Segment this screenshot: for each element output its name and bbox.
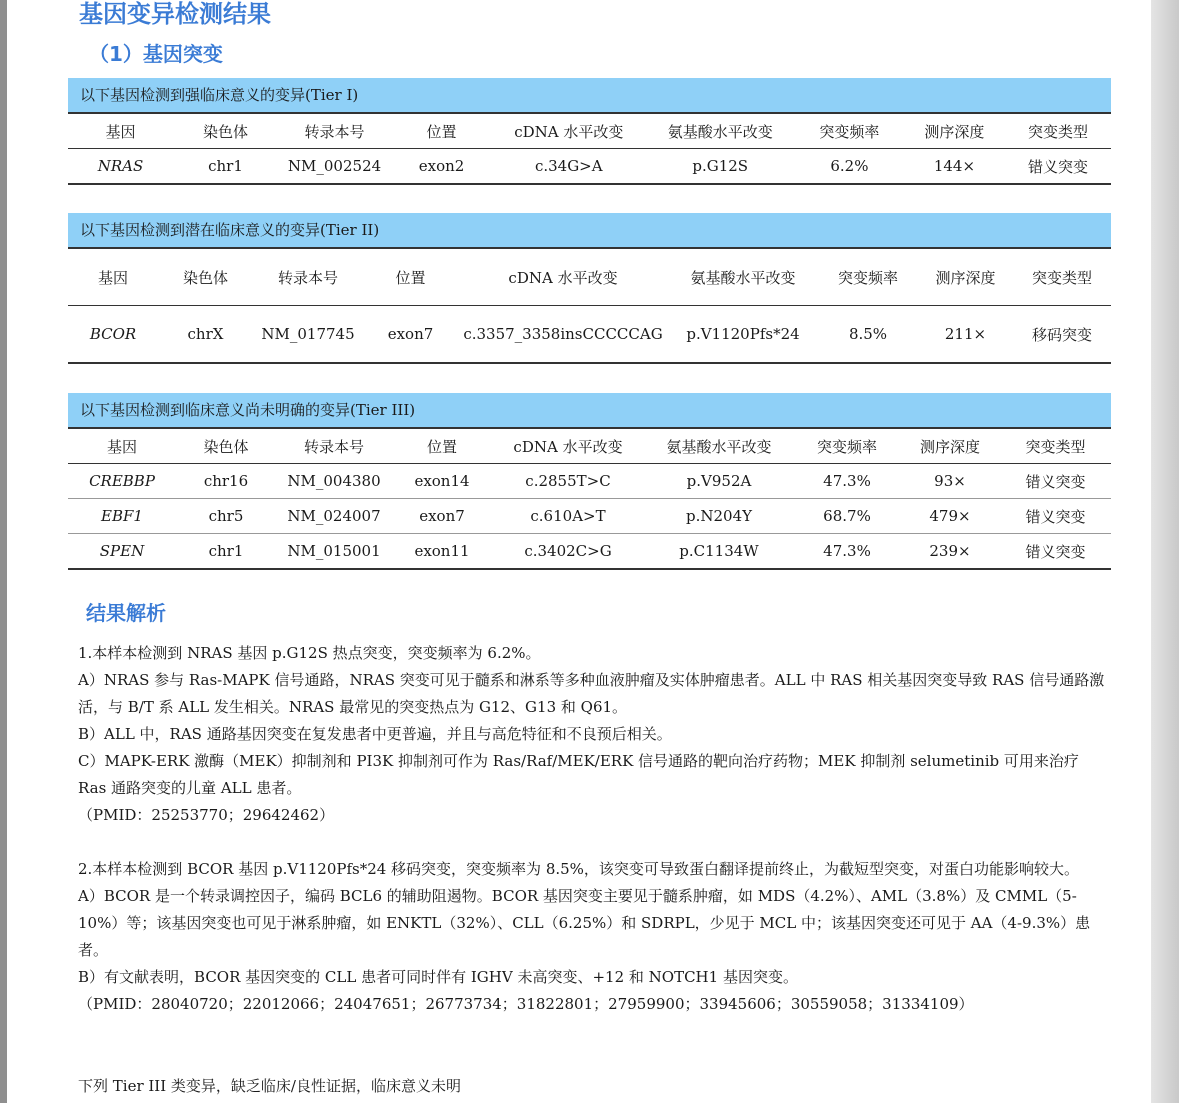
table-row [68,499,1111,534]
analysis-2-pmid: （PMID：28040720；22012066；24047651；26773734；31822801；27959900；33945606；30559058；31334109） [78,995,974,1013]
tier2-header: 以下基因检测到潜在临床意义的变异(Tier II) [68,213,1111,249]
tier1-table [68,114,1111,185]
cell-cdna: c.2855T>C [492,464,644,499]
col-header-gene: 基因 [68,114,173,149]
col-header-cdna: cDNA 水平改变 [458,249,668,306]
cell-transcript: NM_017745 [253,306,363,364]
cell-protein: p.V952A [644,464,794,499]
analysis-1-point-c: C）MAPK-ERK 激酶（MEK）抑制剂和 PI3K 抑制剂可作为 Ras/Raf/MEK/ERK 信号通路的靶向治疗药物；MEK 抑制剂 selumetinib 可用来治疗 Ras 通路突变的儿童 ALL 患者。 [78,752,1079,797]
col-header-vaf: 突变频率 [794,429,900,464]
tier1-section [68,78,1111,185]
cell-cdna: c.3357_3358insCCCCCAG [458,306,668,364]
cell-location: exon7 [363,306,458,364]
tier3-header: 以下基因检测到临床意义尚未明确的变异(Tier III) [68,393,1111,429]
cell-gene: CREBBP [68,464,176,499]
col-header-cdna: cDNA 水平改变 [492,429,644,464]
cell-protein: p.G12S [646,149,795,185]
analysis-1-point-b: B）ALL 中，RAS 通路基因突变在复发患者中更普遍，并且与高危特征和不良预后相关。 [78,725,672,743]
viewer-left-border [0,0,7,1103]
cell-chromosome: chr1 [176,534,276,570]
cell-type: 错义突变 [1000,499,1111,534]
table-header-row [68,114,1111,149]
cell-cdna: c.34G>A [492,149,645,185]
tier3-footer-note: 下列 Tier III 类变异，缺乏临床/良性证据，临床意义未明 [78,1077,461,1095]
analysis-2-heading: 2.本样本检测到 BCOR 基因 p.V1120Pfs*24 移码突变，突变频率为 8.5%，该突变可导致蛋白翻译提前终止，为截短型突变，对蛋白功能影响较大。 [78,860,1079,878]
cell-gene: SPEN [68,534,176,570]
cell-depth: 239× [900,534,1000,570]
analysis-2-point-a: A）BCOR 是一个转录调控因子，编码 BCL6 的辅助阻遏物。BCOR 基因突变主要见于髓系肿瘤，如 MDS（4.2%）、AML（3.8%）及 CMML（5-10%）等；该基因突变也可见于淋系肿瘤，如 ENKTL（32%）、CLL（6.25%）和 SDRPL，少见于 MCL 中；该基因突变还可见于 AA（4-9.3%）患者。 [78,887,1091,959]
col-header-type: 突变类型 [1000,429,1111,464]
table-row [68,534,1111,570]
col-header-transcript: 转录本号 [278,114,391,149]
cell-transcript: NM_004380 [276,464,392,499]
table-row [68,464,1111,499]
cell-transcript: NM_015001 [276,534,392,570]
col-header-protein: 氨基酸水平改变 [646,114,795,149]
analysis-title: 结果解析 [86,601,166,625]
cell-chromosome: chr5 [176,499,276,534]
col-header-protein: 氨基酸水平改变 [644,429,794,464]
cell-vaf: 47.3% [794,534,900,570]
table-row [68,306,1111,364]
cell-type: 错义突变 [1005,149,1111,185]
col-header-location: 位置 [363,249,458,306]
section-subtitle: （1）基因突变 [89,42,223,66]
tier2-table [68,249,1111,364]
cell-vaf: 68.7% [794,499,900,534]
cell-vaf: 47.3% [794,464,900,499]
analysis-1-heading: 1.本样本检测到 NRAS 基因 p.G12S 热点突变，突变频率为 6.2%。 [78,644,541,662]
cell-location: exon11 [392,534,492,570]
col-header-gene: 基因 [68,249,158,306]
col-header-depth: 测序深度 [900,429,1000,464]
col-header-vaf: 突变频率 [795,114,904,149]
col-header-location: 位置 [391,114,492,149]
cell-gene: EBF1 [68,499,176,534]
analysis-1-point-a: A）NRAS 参与 Ras-MAPK 信号通路，NRAS 突变可见于髓系和淋系等多种血液肿瘤及实体肿瘤患者。ALL 中 RAS 相关基因突变导致 RAS 信号通路激活，与 B/T 系 ALL 发生相关。NRAS 最常见的突变热点为 G12、G13 和 Q61。 [78,671,1105,716]
table-header-row [68,249,1111,306]
tier2-section [68,213,1111,364]
col-header-transcript: 转录本号 [276,429,392,464]
cell-chromosome: chr1 [173,149,278,185]
cell-type: 错义突变 [1000,534,1111,570]
cell-protein: p.C1134W [644,534,794,570]
cell-type: 错义突变 [1000,464,1111,499]
cell-gene: BCOR [68,306,158,364]
cell-location: exon2 [391,149,492,185]
tier3-section [68,393,1111,570]
cell-location: exon7 [392,499,492,534]
cell-vaf: 6.2% [795,149,904,185]
col-header-transcript: 转录本号 [253,249,363,306]
tier3-table [68,429,1111,570]
col-header-chromosome: 染色体 [176,429,276,464]
paragraph-gap [78,829,1108,856]
col-header-chromosome: 染色体 [158,249,253,306]
tier1-header: 以下基因检测到强临床意义的变异(Tier I) [68,78,1111,114]
cell-chromosome: chrX [158,306,253,364]
col-header-depth: 测序深度 [918,249,1013,306]
table-row [68,149,1111,185]
cell-location: exon14 [392,464,492,499]
report-page [7,0,1151,1103]
cell-vaf: 8.5% [818,306,918,364]
page-title: 基因变异检测结果 [79,0,271,28]
col-header-type: 突变类型 [1005,114,1111,149]
table-header-row [68,429,1111,464]
cell-depth: 479× [900,499,1000,534]
cell-cdna: c.3402C>G [492,534,644,570]
cell-depth: 144× [904,149,1005,185]
cell-protein: p.N204Y [644,499,794,534]
analysis-2-point-b: B）有文献表明，BCOR 基因突变的 CLL 患者可同时伴有 IGHV 未高突变、+12 和 NOTCH1 基因突变。 [78,968,798,986]
col-header-protein: 氨基酸水平改变 [668,249,818,306]
cell-protein: p.V1120Pfs*24 [668,306,818,364]
analysis-1-pmid: （PMID：25253770；29642462） [78,806,335,824]
cell-gene: NRAS [68,149,173,185]
analysis-body [78,640,1108,1018]
cell-transcript: NM_002524 [278,149,391,185]
col-header-gene: 基因 [68,429,176,464]
col-header-type: 突变类型 [1013,249,1111,306]
viewer-right-scroll-area[interactable] [1151,0,1179,1103]
col-header-vaf: 突变频率 [818,249,918,306]
cell-cdna: c.610A>T [492,499,644,534]
col-header-cdna: cDNA 水平改变 [492,114,645,149]
col-header-location: 位置 [392,429,492,464]
cell-depth: 93× [900,464,1000,499]
col-header-depth: 测序深度 [904,114,1005,149]
col-header-chromosome: 染色体 [173,114,278,149]
cell-type: 移码突变 [1013,306,1111,364]
cell-chromosome: chr16 [176,464,276,499]
cell-transcript: NM_024007 [276,499,392,534]
cell-depth: 211× [918,306,1013,364]
